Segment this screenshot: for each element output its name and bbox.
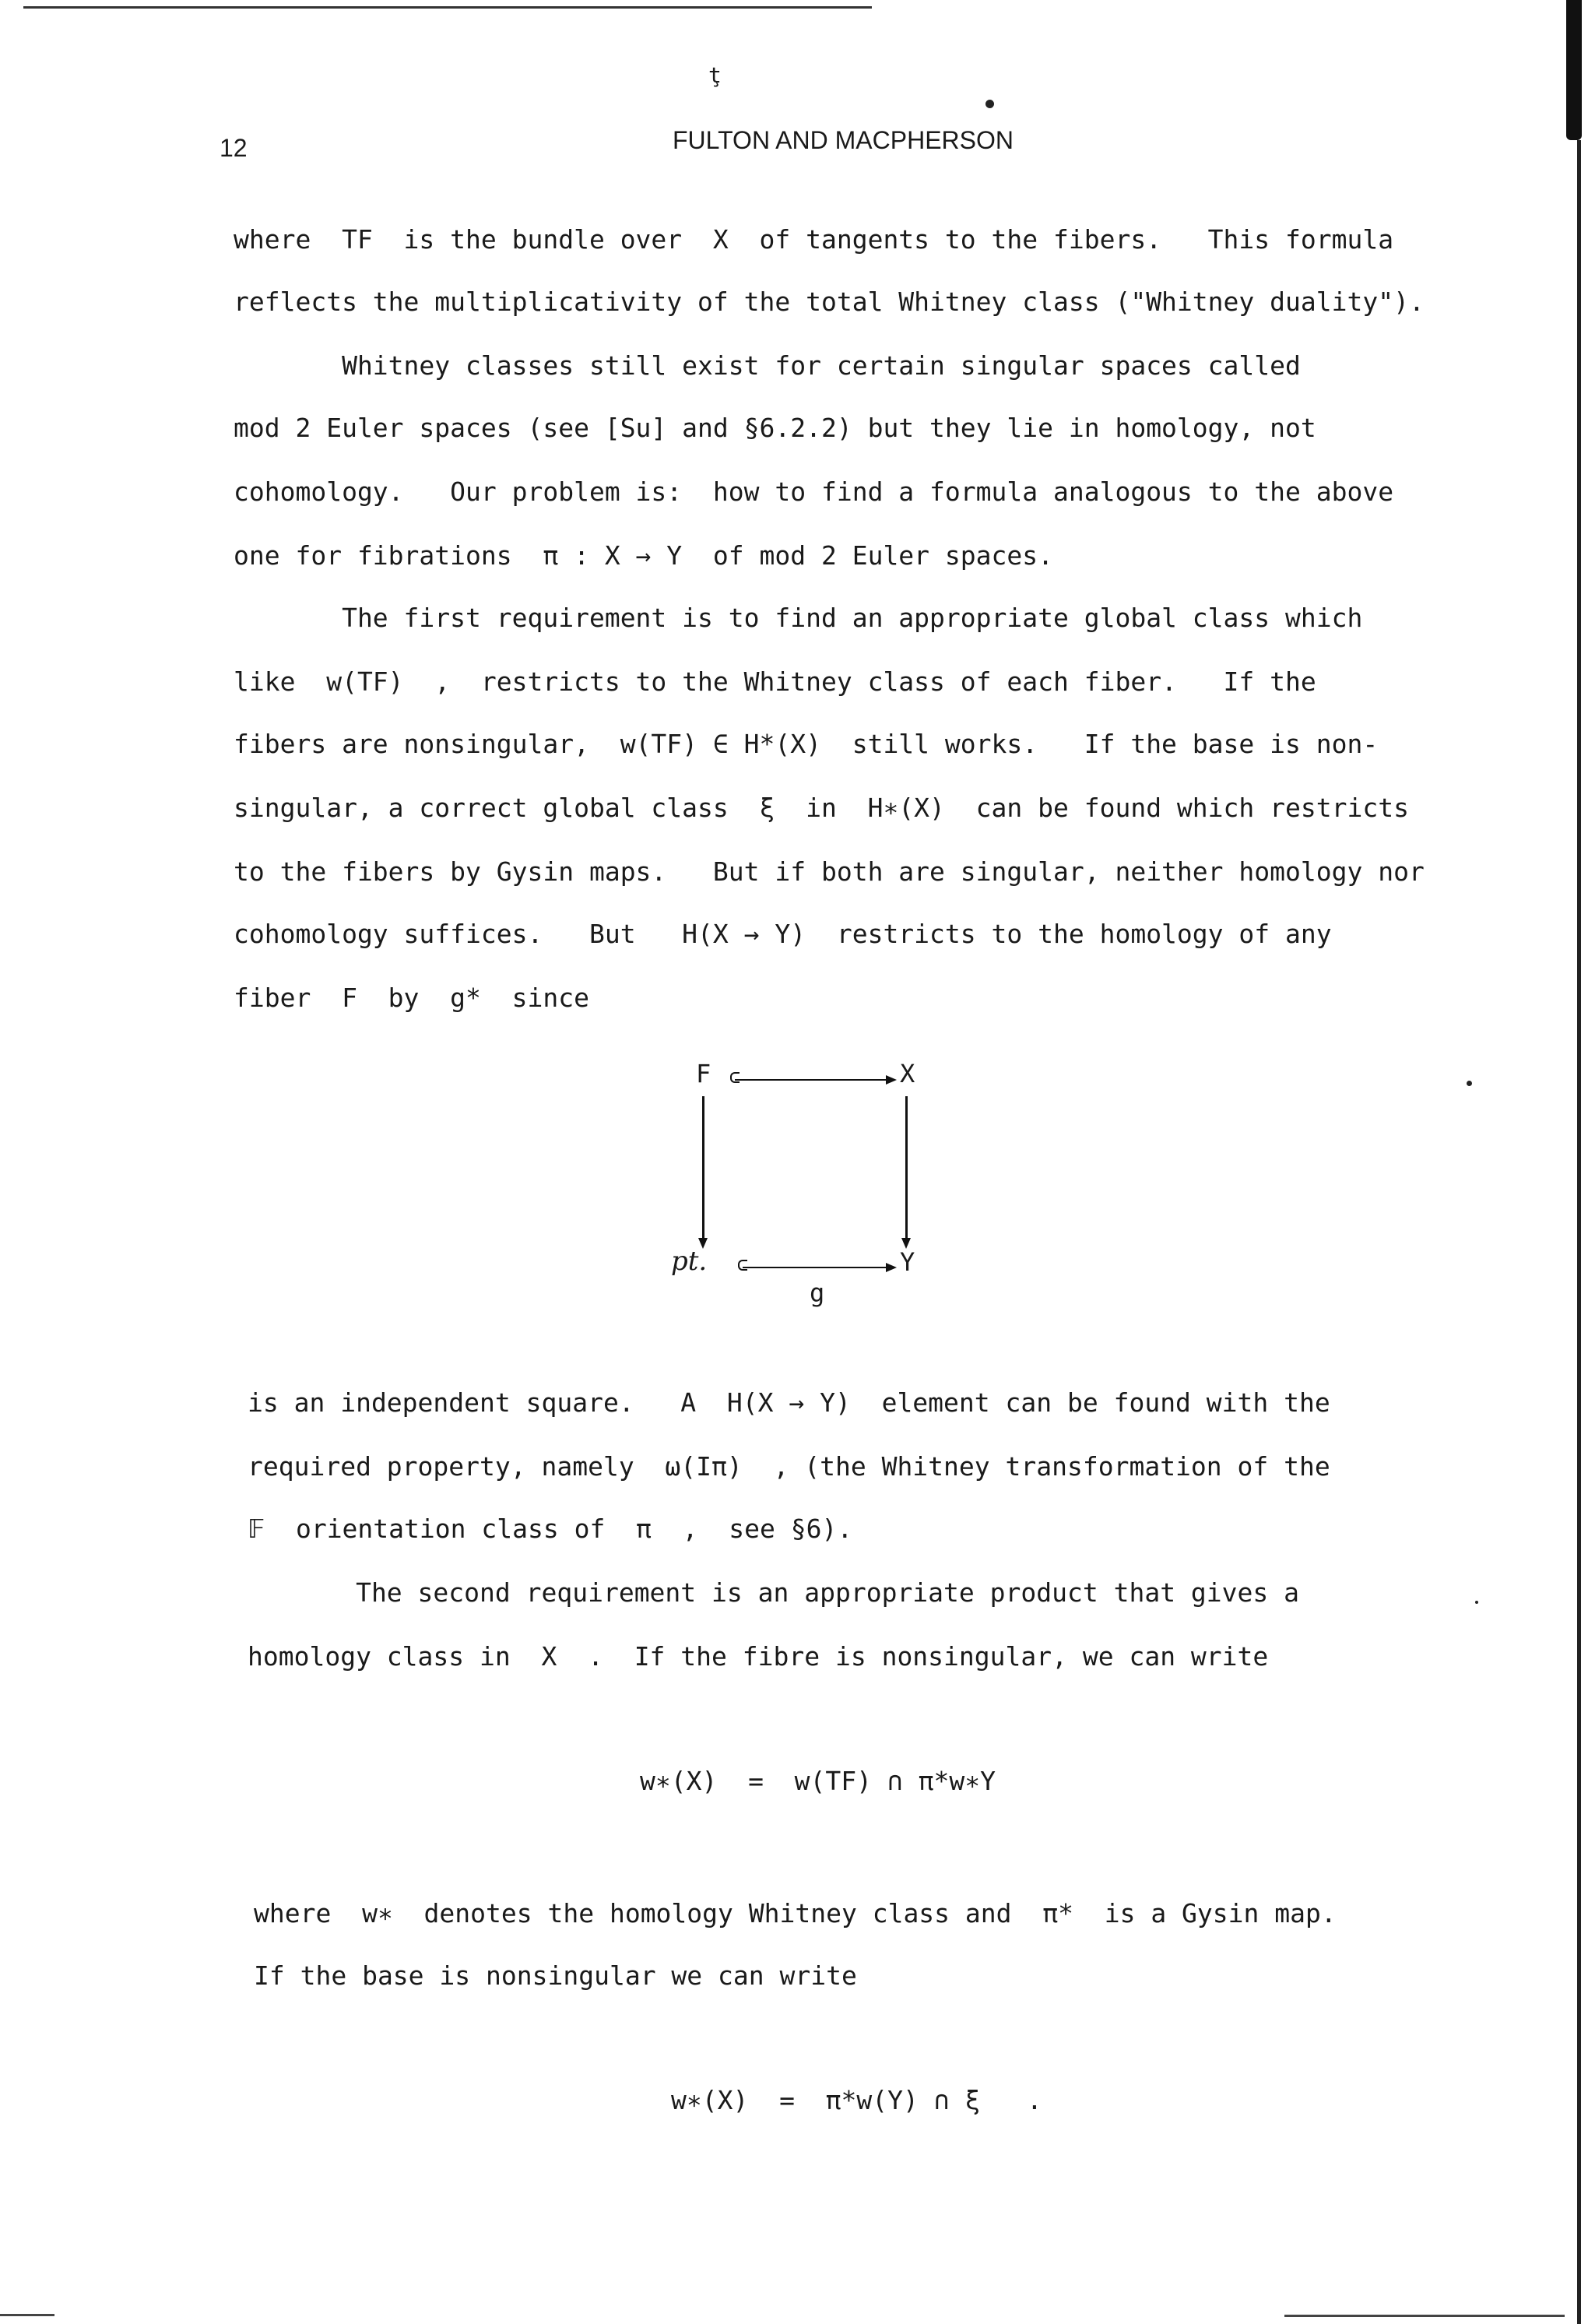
text-line: The first requirement is to find an appropriate global class which — [234, 603, 1363, 633]
text-line: cohomology suffices. But H(X → Y) restricts to the homology of any — [234, 919, 1332, 949]
bottom-arrow — [743, 1267, 887, 1268]
diagram-bottom-left: pt. — [671, 1246, 708, 1277]
scan-edge-top — [23, 6, 872, 9]
text-line: reflects the multiplicativity of the total Whitney class ("Whitney duality"). — [234, 287, 1425, 317]
inclusion-hook — [730, 1072, 740, 1083]
text-line: required property, namely ω(Iπ) , (the Whitney transformation of the — [248, 1451, 1330, 1482]
top-arrowhead — [886, 1075, 897, 1085]
formula-base-nonsingular: w∗(X) = π*w(Y) ∩ ξ . — [671, 2085, 1042, 2115]
top-arrow — [735, 1079, 887, 1081]
text-line: like w(TF) , restricts to the Whitney class of each fiber. If the — [234, 666, 1316, 697]
ink-speck — [1475, 1601, 1478, 1604]
left-arrow — [702, 1096, 704, 1241]
text-line: where TF is the bundle over X of tangents to the fibers. This formula — [234, 224, 1394, 255]
scan-edge-bottom-right — [1284, 2315, 1565, 2317]
text-line: singular, a correct global class ξ in H∗(X) can be found which restricts — [234, 793, 1409, 823]
inclusion-hook — [738, 1260, 747, 1271]
page-number: 12 — [220, 134, 248, 162]
diagram-bottom-right: Y — [900, 1247, 915, 1277]
text-line: The second requirement is an appropriate product that gives a — [248, 1577, 1300, 1608]
scan-edge-right-shadow — [1566, 0, 1582, 140]
text-line: where w∗ denotes the homology Whitney class and π* is a Gysin map. — [254, 1898, 1337, 1928]
right-arrow — [905, 1096, 908, 1241]
left-arrowhead — [698, 1238, 708, 1249]
scan-edge-right — [1577, 140, 1581, 2324]
right-arrowhead — [901, 1238, 911, 1249]
scan-edge-bottom-left — [0, 2314, 54, 2316]
text-line: homology class in X . If the fibre is nonsingular, we can write — [248, 1641, 1269, 1672]
text-line: Whitney classes still exist for certain singular spaces called — [234, 350, 1301, 381]
ink-speck — [1467, 1081, 1472, 1086]
formula-fibre-nonsingular: w∗(X) = w(TF) ∩ π*w∗Y — [640, 1766, 996, 1796]
text-line: fiber F by g* since — [234, 983, 589, 1013]
text-line: If the base is nonsingular we can write — [254, 1960, 857, 1991]
text-line: fibers are nonsingular, w(TF) ∈ H*(X) still works. If the base is non- — [234, 729, 1379, 759]
commutative-diagram — [669, 1051, 926, 1324]
running-title: FULTON AND MACPHERSON — [673, 126, 1014, 154]
text-line: one for fibrations π : X → Y of mod 2 Euler spaces. — [234, 540, 1053, 571]
ink-speck — [985, 100, 994, 108]
diagram-top-left: F — [696, 1059, 711, 1088]
text-line: 𝔽 orientation class of π , see §6). — [248, 1514, 853, 1544]
text-line: cohomology. Our problem is: how to find a formula analogous to the above — [234, 476, 1394, 507]
text-line: to the fibers by Gysin maps. But if both are singular, neither homology nor — [234, 856, 1425, 887]
text-line: mod 2 Euler spaces (see [Su] and §6.2.2) but they lie in homology, not — [234, 413, 1316, 443]
diagram-top-right: X — [900, 1059, 915, 1088]
top-mark: ţ — [708, 62, 722, 88]
text-line: is an independent square. A H(X → Y) element can be found with the — [248, 1387, 1330, 1418]
bottom-arrowhead — [886, 1263, 897, 1272]
diagram-bottom-map: g — [810, 1278, 825, 1308]
